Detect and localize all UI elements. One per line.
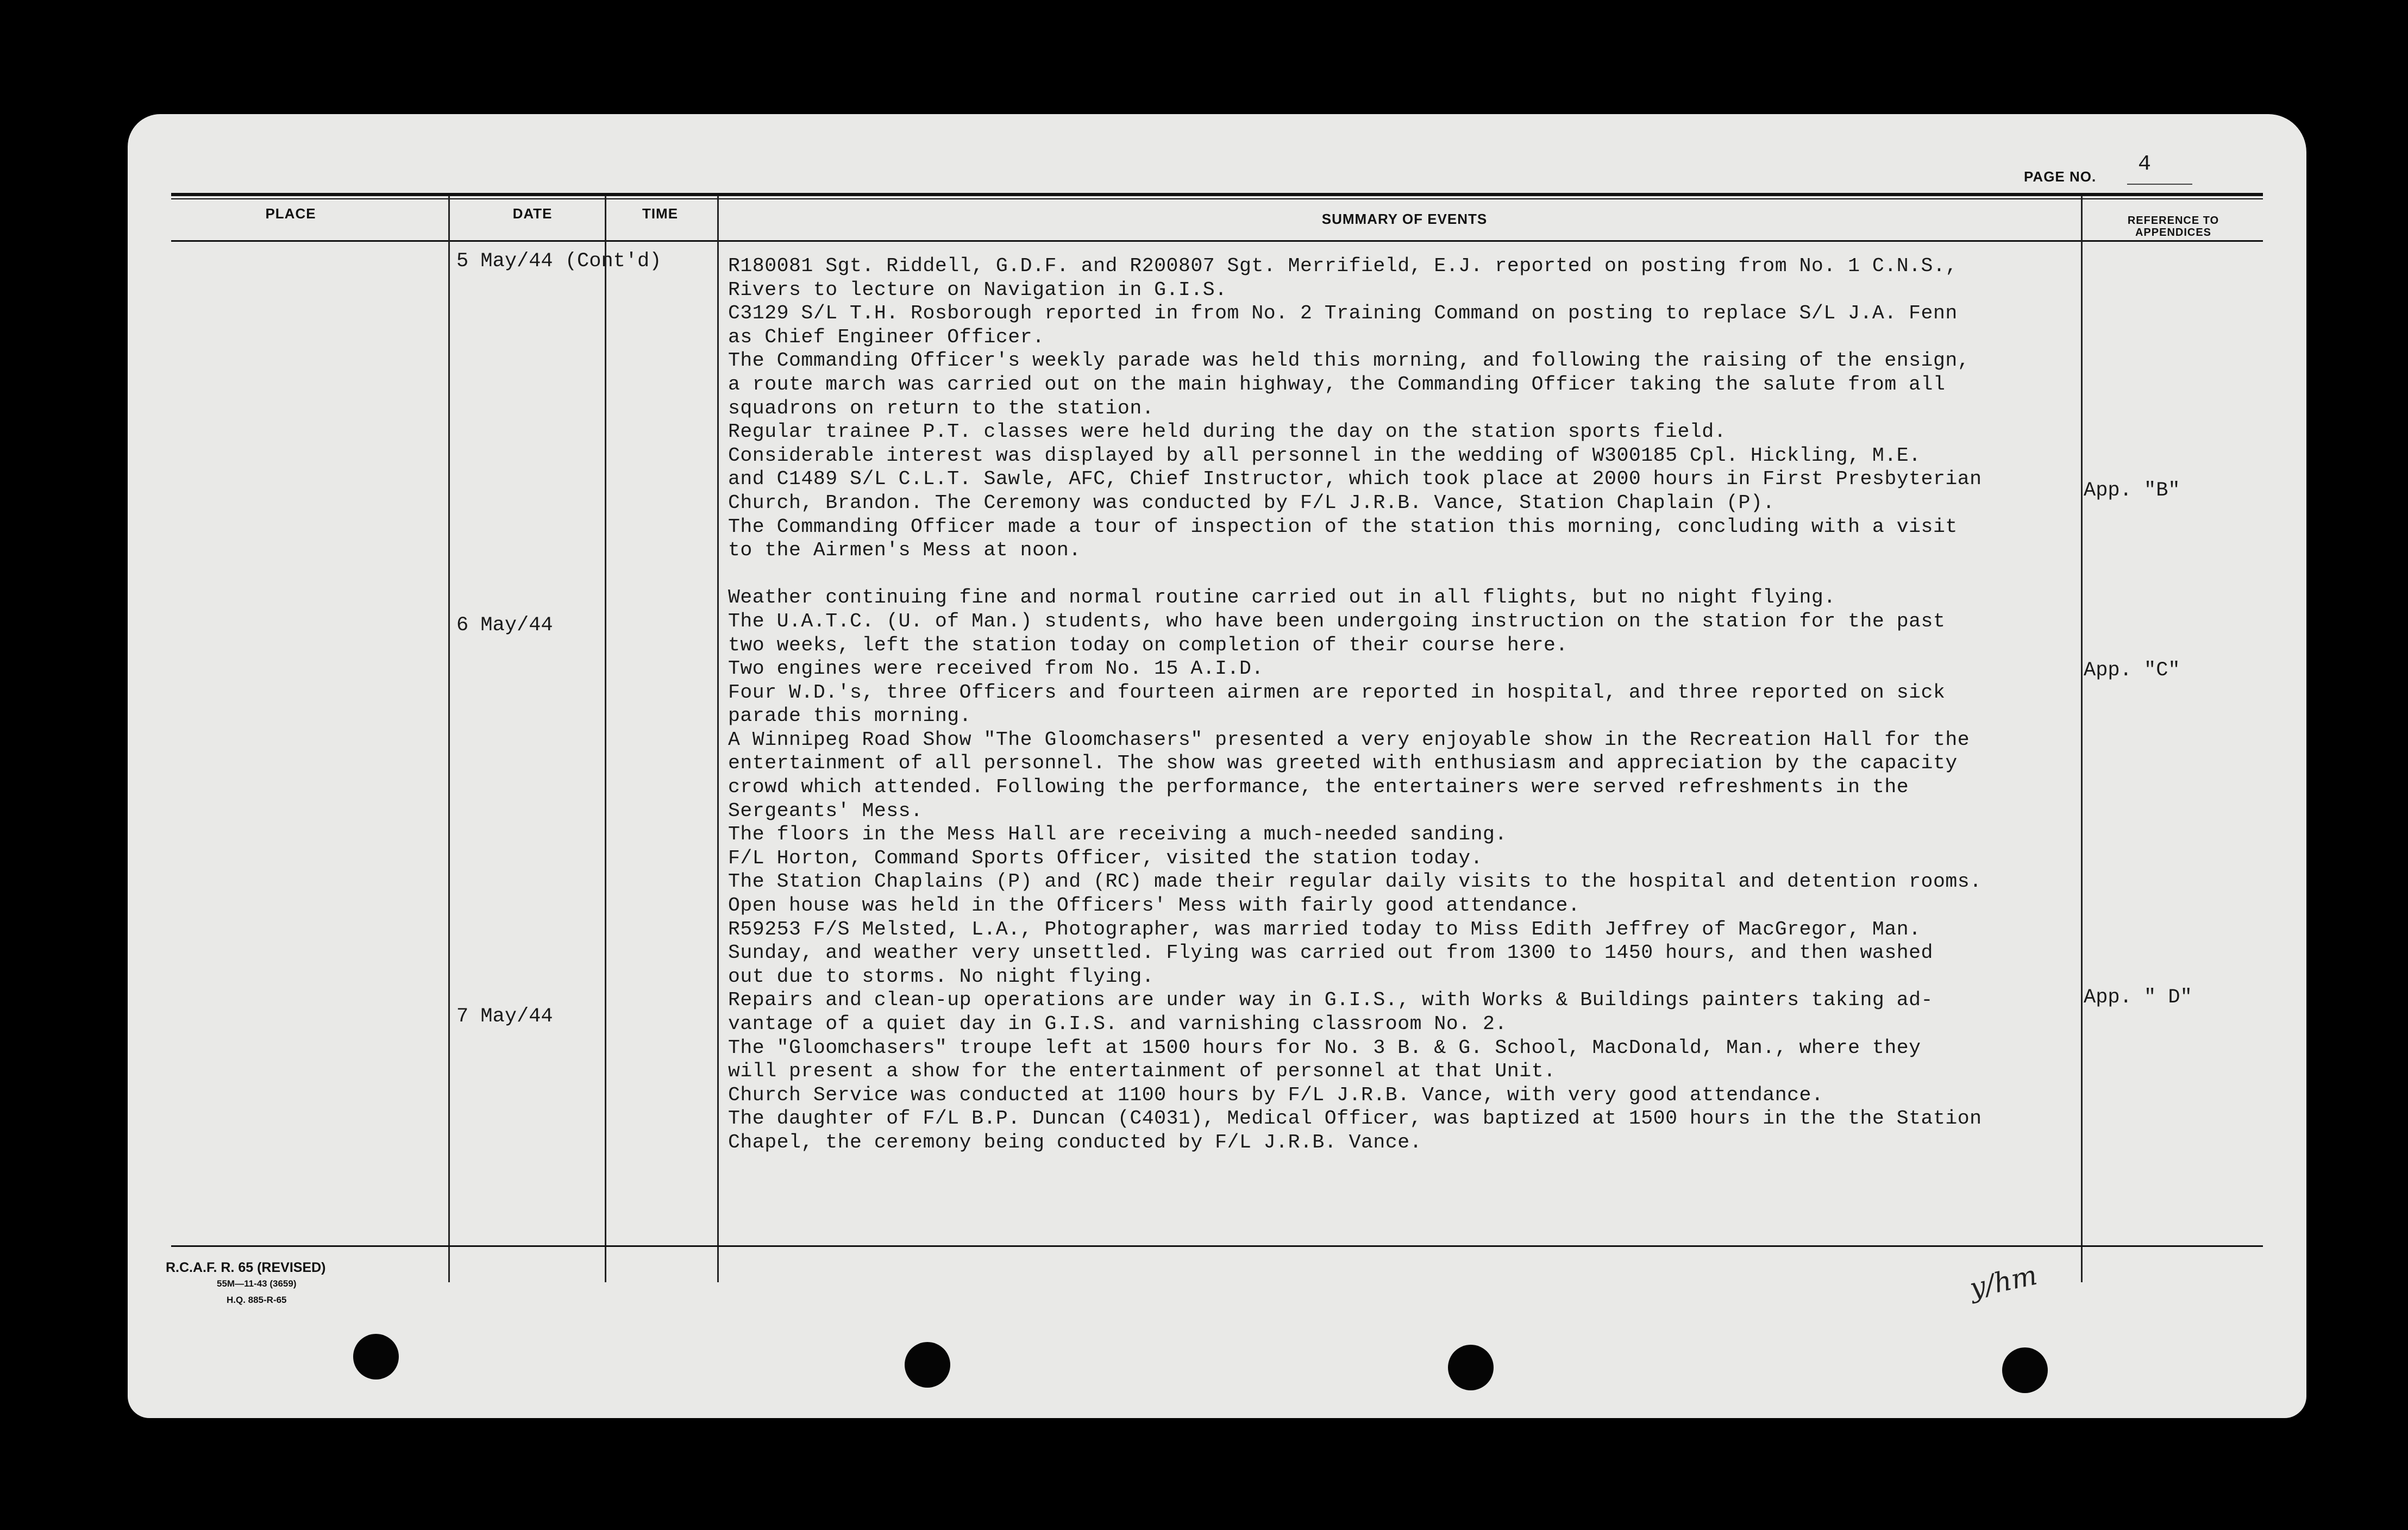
event-line: out due to storms. No night flying. <box>728 965 1155 988</box>
event-line: The Commanding Officer made a tour of inspection of the station this morning, concluding with a visit <box>728 515 1958 538</box>
appendix-reference: App. "C" <box>2084 659 2180 682</box>
event-line: The Station Chaplains (P) and (RC) made their regular daily visits to the hospital and detention rooms. <box>728 870 1982 893</box>
date-entry: 7 May/44 <box>456 1005 553 1028</box>
event-line: Repairs and clean-up operations are under way in G.I.S., with Works & Buildings painters taking ad- <box>728 989 1933 1012</box>
event-line: and C1489 S/L C.L.T. Sawle, AFC, Chief Instructor, which took place at 2000 hours in First Presbyterian <box>728 468 1982 491</box>
event-line <box>728 562 2206 586</box>
date-entry: 6 May/44 <box>456 614 553 637</box>
event-line: two weeks, left the station today on completion of their course here. <box>728 634 1568 656</box>
event-line: crowd which attended. Following the performance, the entertainers were served refreshments in the <box>728 776 1909 799</box>
date-entry: 5 May/44 (Cont'd) <box>456 250 662 273</box>
column-header-summary: SUMMARY OF EVENTS <box>1321 211 1488 227</box>
event-line: The "Gloomchasers" troupe left at 1500 hours for No. 3 B. & G. School, MacDonald, Man., where they <box>728 1036 1921 1059</box>
event-line: a route march was carried out on the main highway, the Commanding Officer taking the salute from all <box>728 373 1946 396</box>
form-code-line2: 55M—11-43 (3659) <box>217 1278 297 1289</box>
page-no-underline <box>2127 184 2192 185</box>
event-line: Considerable interest was displayed by all personnel in the wedding of W300185 Cpl. Hickling, M.E. <box>728 444 1921 467</box>
page-no-label: PAGE NO. <box>2024 168 2097 185</box>
header-top-rule <box>171 193 2263 196</box>
table-bottom-rule <box>171 1245 2263 1247</box>
reference-header-line1: REFERENCE TO <box>2127 215 2219 227</box>
event-line: The daughter of F/L B.P. Duncan (C4031), Medical Officer, was baptized at 1500 hours in the the Station <box>728 1107 1982 1130</box>
event-line: Rivers to lecture on Navigation in G.I.S. <box>728 278 1227 301</box>
event-line: The floors in the Mess Hall are receiving a much-needed sanding. <box>728 823 1507 846</box>
divider-date-time <box>605 196 606 1282</box>
diary-page <box>128 114 2306 1418</box>
event-line: C3129 S/L T.H. Rosborough reported in from No. 2 Training Command on posting to replace S/L J.A. Fenn <box>728 302 1958 325</box>
event-line: Two engines were received from No. 15 A.I.D. <box>728 657 1264 680</box>
event-line: Church, Brandon. The Ceremony was conducted by F/L J.R.B. Vance, Station Chaplain (P). <box>728 491 1775 514</box>
divider-time-summary <box>717 196 719 1282</box>
summary-of-events <box>728 254 2206 1155</box>
punch-hole <box>2002 1347 2048 1393</box>
column-header-place: PLACE <box>265 205 316 222</box>
event-line: will present a show for the entertainment of personnel at that Unit. <box>728 1060 1556 1083</box>
handwritten-initials: y/hm <box>1967 1259 2040 1305</box>
event-line: squadrons on return to the station. <box>728 397 1155 419</box>
event-line: F/L Horton, Command Sports Officer, visited the station today. <box>728 846 1483 869</box>
event-line: entertainment of all personnel. The show was greeted with enthusiasm and appreciation by the capacity <box>728 752 1958 775</box>
event-line: Regular trainee P.T. classes were held during the day on the station sports field. <box>728 421 1727 443</box>
event-line: R180081 Sgt. Riddell, G.D.F. and R200807 Sgt. Merrifield, E.J. reported on posting from No. 1 C.N.S., <box>728 255 1958 277</box>
reference-header-line2: APPENDICES <box>2135 227 2212 239</box>
column-header-time: TIME <box>642 205 679 222</box>
event-line: Church Service was conducted at 1100 hours by F/L J.R.B. Vance, with very good attendance. <box>728 1083 1824 1106</box>
event-line: R59253 F/S Melsted, L.A., Photographer, was married today to Miss Edith Jeffrey of MacGregor, Man. <box>728 918 1921 940</box>
event-line: The Commanding Officer's weekly parade was held this morning, and following the raising of the ensign, <box>728 349 1970 372</box>
event-line: A Winnipeg Road Show "The Gloomchasers" presented a very enjoyable show in the Recreation Hall for the <box>728 728 1970 751</box>
header-top-rule-2 <box>171 198 2263 199</box>
divider-place-date <box>448 196 450 1282</box>
punch-hole <box>905 1342 950 1388</box>
event-line: parade this morning. <box>728 705 972 728</box>
event-line: Weather continuing fine and normal routine carried out in all flights, but no night flying. <box>728 586 1836 609</box>
header-bottom-rule <box>171 240 2263 242</box>
column-header-date: DATE <box>512 205 553 222</box>
appendix-reference: App. " D" <box>2084 986 2192 1009</box>
event-line: Open house was held in the Officers' Mess with fairly good attendance. <box>728 894 1581 917</box>
event-line: vantage of a quiet day in G.I.S. and varnishing classroom No. 2. <box>728 1013 1507 1035</box>
event-line: to the Airmen's Mess at noon. <box>728 539 1081 562</box>
event-line: Chapel, the ceremony being conducted by F/L J.R.B. Vance. <box>728 1131 1422 1153</box>
punch-hole <box>353 1334 399 1379</box>
page-no-value: 4 <box>2138 152 2152 177</box>
event-line: as Chief Engineer Officer. <box>728 325 1045 348</box>
event-line: Sergeants' Mess. <box>728 799 923 822</box>
event-line: Four W.D.'s, three Officers and fourteen airmen are reported in hospital, and three reported on sick <box>728 681 1946 704</box>
appendix-reference: App. "B" <box>2084 479 2180 502</box>
form-code-line1: R.C.A.F. R. 65 (REVISED) <box>166 1260 326 1275</box>
column-header-reference <box>2084 215 2263 239</box>
form-code-line3: H.Q. 885-R-65 <box>226 1295 287 1305</box>
punch-hole <box>1448 1345 1494 1390</box>
event-line: Sunday, and weather very unsettled. Flying was carried out from 1300 to 1450 hours, and then washed <box>728 942 1933 964</box>
form-code <box>166 1259 326 1308</box>
event-line: The U.A.T.C. (U. of Man.) students, who have been undergoing instruction on the station for the past <box>728 610 1946 632</box>
